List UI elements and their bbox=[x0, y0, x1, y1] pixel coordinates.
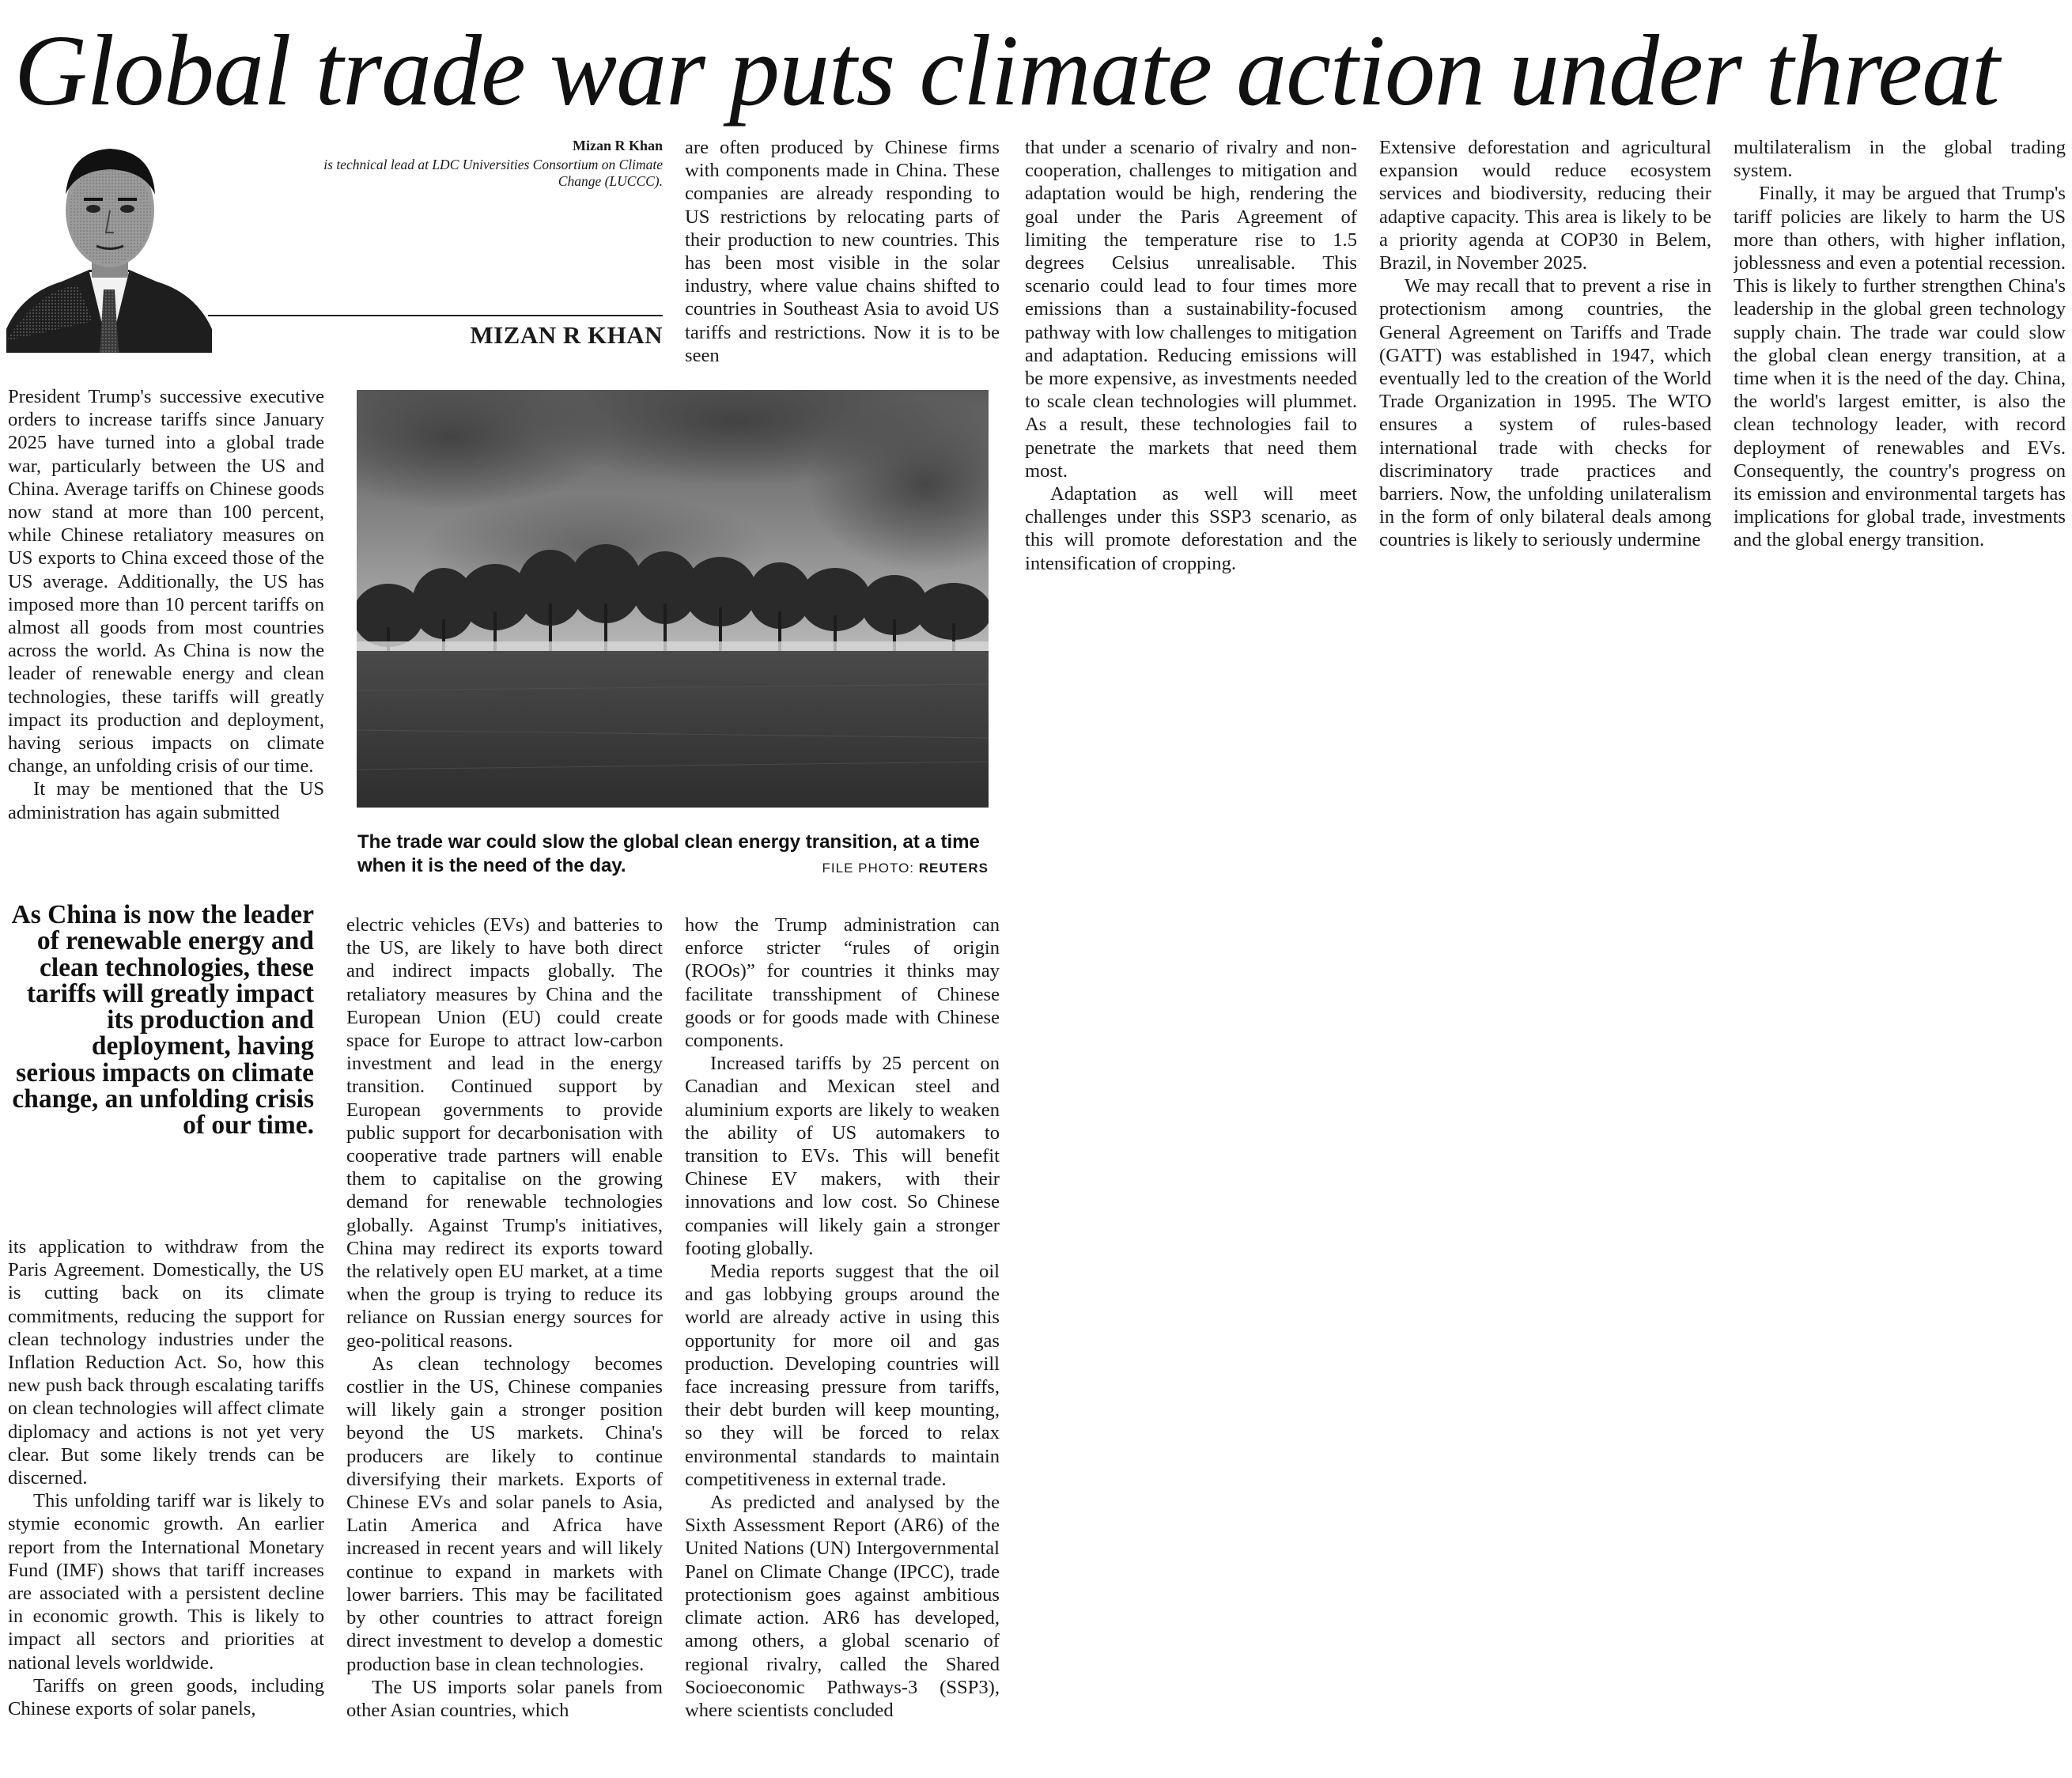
paragraph: As clean technology becomes costlier in the US, Chinese companies will likely gain a stronger position beyond the US markets. China's producers are likely to continue diversifying their markets. Exports of Chinese EVs and solar panels to Asia, Latin America and Africa have increased in recent years and will likely continue to expand in markets with lower barriers. This may be facilitated by other countries to attract foreign direct investment to develop a domestic production base in clean technologies. bbox=[346, 1352, 663, 1675]
headline: Global trade war puts climate action under threat bbox=[14, 14, 1999, 127]
paragraph: It may be mentioned that the US administration has again submitted bbox=[8, 778, 324, 823]
photo-credit bbox=[822, 861, 989, 876]
paragraph: As predicted and analysed by the Sixth Assessment Report (AR6) of the United Nations (UN) Intergovernmental Panel on Climate Change (IPCC), trade protectionism goes against ambitious climate action. AR6 has developed, among others, a global scenario of regional rivalry, called the Shared Socioeconomic Pathways-3 (SSP3), where scientists concluded bbox=[685, 1492, 1000, 1721]
article-column-3a bbox=[685, 136, 1000, 367]
article-column-5 bbox=[1379, 136, 1711, 620]
paragraph: how the Trump administration can enforce stricter “rules of origin (ROOs)” for countries it thinks may facilitate transshipment of Chinese goods or for goods made with Chinese components. bbox=[685, 914, 1000, 1052]
paragraph: its application to withdraw from the Paris Agreement. Domestically, the US is cutting back on its climate commitments, reducing the support for clean technology industries under the Inflation Reduction Act. So, how this new push back through escalating tariffs on clean technologies will affect climate diplomacy and actions is not yet very clear. But some likely trends can be discerned. bbox=[8, 1236, 324, 1489]
article-photo bbox=[357, 390, 989, 808]
paragraph: Tariffs on green goods, including Chinese exports of solar panels, bbox=[8, 1674, 324, 1720]
paragraph: multilateralism in the global trading system. bbox=[1734, 137, 2066, 182]
paragraph: President Trump's successive executive orders to increase tariffs since January 2025 have turned into a global trade war, particularly between the US and China. Average tariffs on Chinese goods now stand at more than 100 percent, while Chinese retaliatory measures on US exports to China exceed those of the US average. Additionally, the US has imposed more than 10 percent tariffs on almost all goods from most countries across the world. As China is now the leader of renewable energy and clean technologies, these tariffs will greatly impact its production and deployment, having serious impacts on climate change, an unfolding crisis of our time. bbox=[8, 386, 324, 777]
pull-quote: As China is now the leader of renewable energy and clean technologies, these tariffs will greatly impact its production and deployment, having serious impacts on climate change, an unfolding crisis of our time. bbox=[11, 900, 314, 1141]
article-column-6 bbox=[1734, 136, 2066, 620]
photo-credit-label: FILE PHOTO: bbox=[822, 861, 915, 876]
paragraph: electric vehicles (EVs) and batteries to the US, are likely to have both direct and indirect impacts globally. The retaliatory measures by China and the European Union (EU) could create space for Europe to attract low-carbon investment and lead in the energy transition. Continued support by European governments to provide public support for decarbonisation with cooperative trade partners will enable them to capitalise on the growing demand for renewable technologies globally. Against Trump's initiatives, China may redirect its exports toward the relatively open EU market, at a time when the group is trying to reduce its reliance on Russian energy sources for geo-political reasons. bbox=[346, 914, 663, 1352]
paragraph: that under a scenario of rivalry and non-cooperation, challenges to mitigation and adaptation would be high, rendering the goal under the Paris Agreement of limiting the temperature rise to 1.5 degrees Celsius unrealisable. This scenario could lead to four times more emissions than a sustainability-focused pathway with low challenges to mitigation and adaptation. Reducing emissions will be more expensive, as investments needed to scale clean technologies will plummet. As a result, these technologies fail to penetrate the markets that need them most. bbox=[1025, 137, 1357, 482]
author-name: MIZAN R KHAN bbox=[470, 321, 663, 349]
article-column-3b bbox=[685, 914, 1000, 1774]
author-box bbox=[6, 131, 663, 353]
paragraph: Finally, it may be argued that Trump's tariff policies are likely to harm the US more than others, with higher inflation, joblessness and even a potential recession. This is likely to further strengthen China's leadership in the global green technology supply chain. The trade war could slow the global clean energy transition, at a time when it is the need of the day. China, the world's largest emitter, is also the clean technology leader, with record deployment of renewables and EVs. Consequently, the country's progress on its emission and environmental targets has implications for global trade, investments and the global energy transition. bbox=[1734, 183, 2066, 551]
paragraph: Media reports suggest that the oil and gas lobbying groups around the world are already active in using this opportunity for more oil and gas production. Developing countries will face increasing pressure from tariffs, their debt burden will keep mounting, so they will be forced to relax environmental standards to maintain competitiveness in external trade. bbox=[685, 1261, 1000, 1490]
article-column-1a bbox=[8, 385, 324, 871]
article-column-2 bbox=[346, 914, 663, 1774]
article-column-4 bbox=[1025, 136, 1357, 620]
paragraph: are often produced by Chinese firms with components made in China. These companies are already responding to US restrictions by relocating parts of their production to new countries. This has been most visible in the solar industry, where value chains shifted to countries in Southeast Asia to avoid US tariffs and restrictions. Now it is to be seen bbox=[685, 137, 1000, 366]
paragraph: This unfolding tariff war is likely to stymie economic growth. An earlier report from the International Monetary Fund (IMF) shows that tariff increases are associated with a persistent decline in economic growth. This is likely to impact all sectors and priorities at national levels worldwide. bbox=[8, 1490, 324, 1674]
author-portrait bbox=[6, 131, 212, 353]
paragraph: Adaptation as well will meet challenges under this SSP3 scenario, as this will promote deforestation and the intensification of cropping. bbox=[1025, 483, 1357, 574]
author-name-small: Mizan R Khan bbox=[572, 138, 663, 153]
author-description: is technical lead at LDC Universities Consortium on Climate Change (LUCCC). bbox=[323, 157, 663, 189]
paragraph: We may recall that to prevent a rise in protectionism among countries, the General Agreement on Tariffs and Trade (GATT) was established in 1947, which eventually led to the creation of the World Trade Organization in 1995. The WTO ensures a system of rules-based international trade with checks for discriminatory trade practices and barriers. Now, the unfolding unilateralism in the form of only bilateral deals among countries is likely to seriously undermine bbox=[1379, 275, 1711, 551]
article-column-1b bbox=[8, 1235, 324, 1773]
paragraph: The US imports solar panels from other Asian countries, which bbox=[346, 1676, 663, 1721]
paragraph: Extensive deforestation and agricultural expansion would reduce ecosystem services and biodiversity, reducing their adaptive capacity. This area is likely to be a priority agenda at COP30 in Belem, Brazil, in November 2025. bbox=[1379, 137, 1711, 274]
photo-credit-source: REUTERS bbox=[918, 861, 989, 876]
paragraph: Increased tariffs by 25 percent on Canadian and Mexican steel and aluminium exports are likely to weaken the ability of US automakers to transition to EVs. This will benefit Chinese EV makers, with their innovations and low cost. So Chinese companies will likely gain a stronger footing globally. bbox=[685, 1053, 1000, 1259]
photo-caption: The trade war could slow the global clean energy transition, at a time when it is the need of the day. bbox=[357, 831, 980, 876]
byline-divider bbox=[208, 315, 663, 316]
